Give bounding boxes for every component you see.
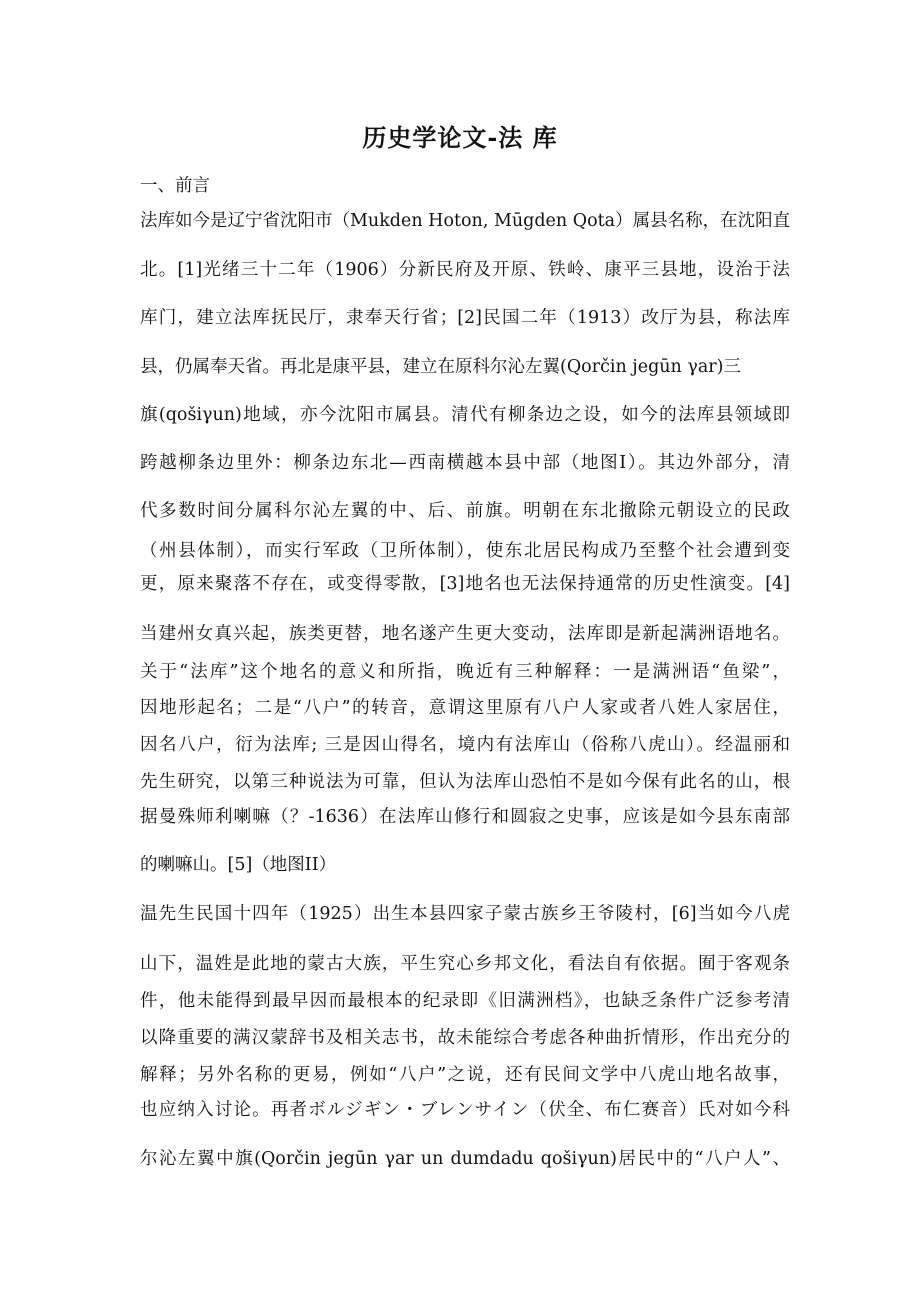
text-line: 因地形起名；二是“八户”的转音，意谓这里原有八户人家或者八姓人家居住， <box>140 698 790 718</box>
text-line: 也应纳入讨论。再者ボルジギン・ブレンサイン（伏全、布仁赛音）氏对如今科 <box>140 1100 790 1120</box>
text-line: （州县体制），而实行军政（卫所体制），使东北居民构成乃至整个社会遭到变 <box>140 541 790 561</box>
text-line: 的喇嘛山。[5]（地图II） <box>140 855 337 875</box>
text-line: 县，仍属奉天省。再北是康平县，建立在原科尔沁左翼(Qorčin jegūn γar)三 <box>140 357 741 377</box>
text-line: 更，原来聚落不存在，或变得零散，[3]地名也无法保持通常的历史性演变。[4] <box>140 574 790 594</box>
text-line: 因名八户，衍为法库; 三是因山得名，境内有法库山（俗称八虎山）。经温丽和 <box>140 735 790 755</box>
text-line: 温先生民国十四年（1925）出生本县四家子蒙古族乡王爷陵村，[6]当如今八虎 <box>140 904 790 924</box>
text-line: 山下，温姓是此地的蒙古大族，平生究心乡邦文化，看法自有依据。囿于客观条 <box>140 954 790 974</box>
section-heading: 一、前言 <box>140 176 210 196</box>
text-line: 库门，建立法库抚民厅，隶奉天行省；[2]民国二年（1913）改厅为县，称法库 <box>140 308 790 328</box>
document-title: 历史学论文-法 库 <box>362 123 558 152</box>
text-line: 据曼殊师利喇嘛（？-1636）在法库山修行和圆寂之史事，应该是如今县东南部 <box>140 807 790 827</box>
text-line: 关于“法库”这个地名的意义和所指，晚近有三种解释：一是满洲语“鱼梁”， <box>140 662 790 682</box>
text-line: 解释；另外名称的更易，例如“八户”之说，还有民间文学中八虎山地名故事， <box>140 1065 790 1085</box>
text-line: 北。[1]光绪三十二年（1906）分新民府及开原、铁岭、康平三县地，设治于法 <box>140 260 790 280</box>
text-line: 跨越柳条边里外：柳条边东北—西南横越本县中部（地图Ⅰ）。其边外部分，清 <box>140 453 790 473</box>
text-line: 件，他未能得到最早因而最根本的纪录即《旧满洲档》，也缺乏条件广泛参考清 <box>140 991 790 1011</box>
text-line: 以降重要的满汉蒙辞书及相关志书，故未能综合考虑各种曲折情形，作出充分的 <box>140 1028 790 1048</box>
text-line: 当建州女真兴起，族类更替，地名遂产生更大变动，法库即是新起满洲语地名。 <box>140 624 790 644</box>
text-line: 法库如今是辽宁省沈阳市（Mukden Hoton, Mūgden Qota）属县名称，在沈阳直 <box>140 211 790 231</box>
text-line: 先生研究，以第三种说法为可靠，但认为法库山恐怕不是如今保有此名的山，根 <box>140 772 790 792</box>
text-line: 尔沁左翼中旗(Qorčin jegūn γar un dumdadu qošiγun)居民中的“八户人”、 <box>140 1149 790 1169</box>
text-line: 代多数时间分属科尔沁左翼的中、后、前旗。明朝在东北撤除元朝设立的民政 <box>140 501 790 521</box>
text-line: 旗(qošiγun)地域，亦今沈阳市属县。清代有柳条边之设，如今的法库县领域即 <box>140 405 790 425</box>
